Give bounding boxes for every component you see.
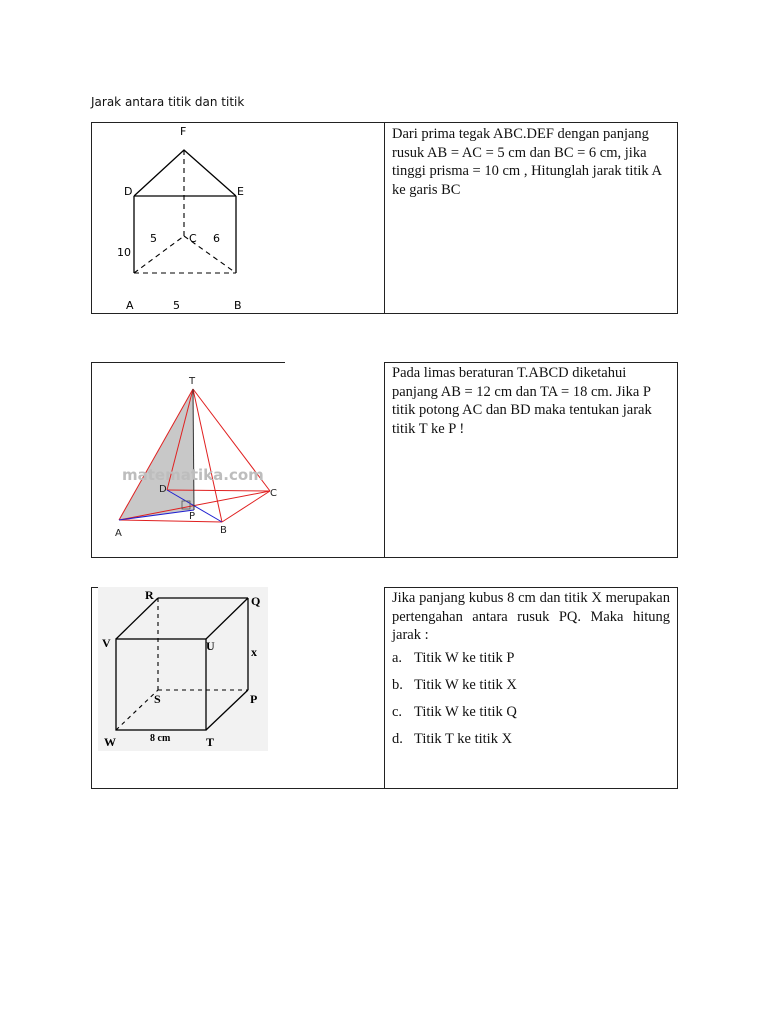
option-label: b. [392,676,403,693]
problem-text-cell [385,123,677,313]
option-a [392,645,670,672]
label-t: T [189,376,196,387]
problem-3-intro: Jika panjang kubus 8 cm dan titik X merupakan pertengahan antara rusuk PQ. Maka hitung jarak : [392,590,670,643]
label-ab-length: 5 [173,299,180,312]
label-v: V [102,636,111,650]
pyramid-figure [92,362,384,556]
label-c: C [270,488,277,499]
option-text: Titik W ke titik X [414,676,517,693]
label-e: E [237,185,244,198]
label-f: F [180,125,187,138]
problem-row-3 [91,587,678,789]
label-c: C [189,232,197,245]
label-a: A [126,299,134,312]
label-b: B [234,299,242,312]
option-text: Titik W ke titik Q [414,703,517,720]
cube-figure-cell [92,587,385,788]
option-text: Titik W ke titik P [414,649,515,666]
option-d [392,726,670,753]
label-t: T [206,735,215,749]
option-label: c. [392,703,403,720]
problem-2-text: Pada limas beraturan T.ABCD diketahui panjang AB = 12 cm dan TA = 18 cm. Jika P titik potong AC dan BD maka tentukan jarak titik T ke P ! [392,365,652,437]
option-label: a. [392,649,403,666]
label-p: P [250,692,258,706]
label-q: Q [251,594,261,608]
cube-figure [92,587,384,787]
page-title: Jarak antara titik dan titik [91,95,245,109]
option-c [392,699,670,726]
problem-text-cell [385,362,677,557]
label-height: 10 [117,246,131,259]
answer-options [392,645,670,753]
label-r: R [145,588,154,602]
prism-figure [92,123,384,313]
label-bc-length: 6 [213,232,220,245]
problem-row-2 [91,362,678,558]
label-side-length: 8 cm [150,733,171,744]
watermark: matematika.com [122,466,264,484]
label-x: x [251,645,257,659]
label-u: U [206,639,215,653]
option-label: d. [392,730,403,747]
pyramid-figure-cell [92,362,385,557]
option-b [392,672,670,699]
label-b: B [220,525,227,536]
prism-figure-cell [92,123,385,313]
problem-1-text: Dari prima tegak ABC.DEF dengan panjang rusuk AB = AC = 5 cm dan BC = 6 cm, jika tinggi prisma = 10 cm , Hitunglah jarak titik A ke garis BC [392,126,662,198]
label-a: A [115,528,122,539]
label-d: D [124,185,133,198]
problem-row-1 [91,122,678,314]
label-ac-length: 5 [150,232,157,245]
label-p: P [189,511,196,522]
label-s: S [154,692,161,706]
label-d: D [159,484,167,495]
problem-text-cell [385,587,677,788]
option-text: Titik T ke titik X [414,730,513,747]
label-w: W [104,735,116,749]
